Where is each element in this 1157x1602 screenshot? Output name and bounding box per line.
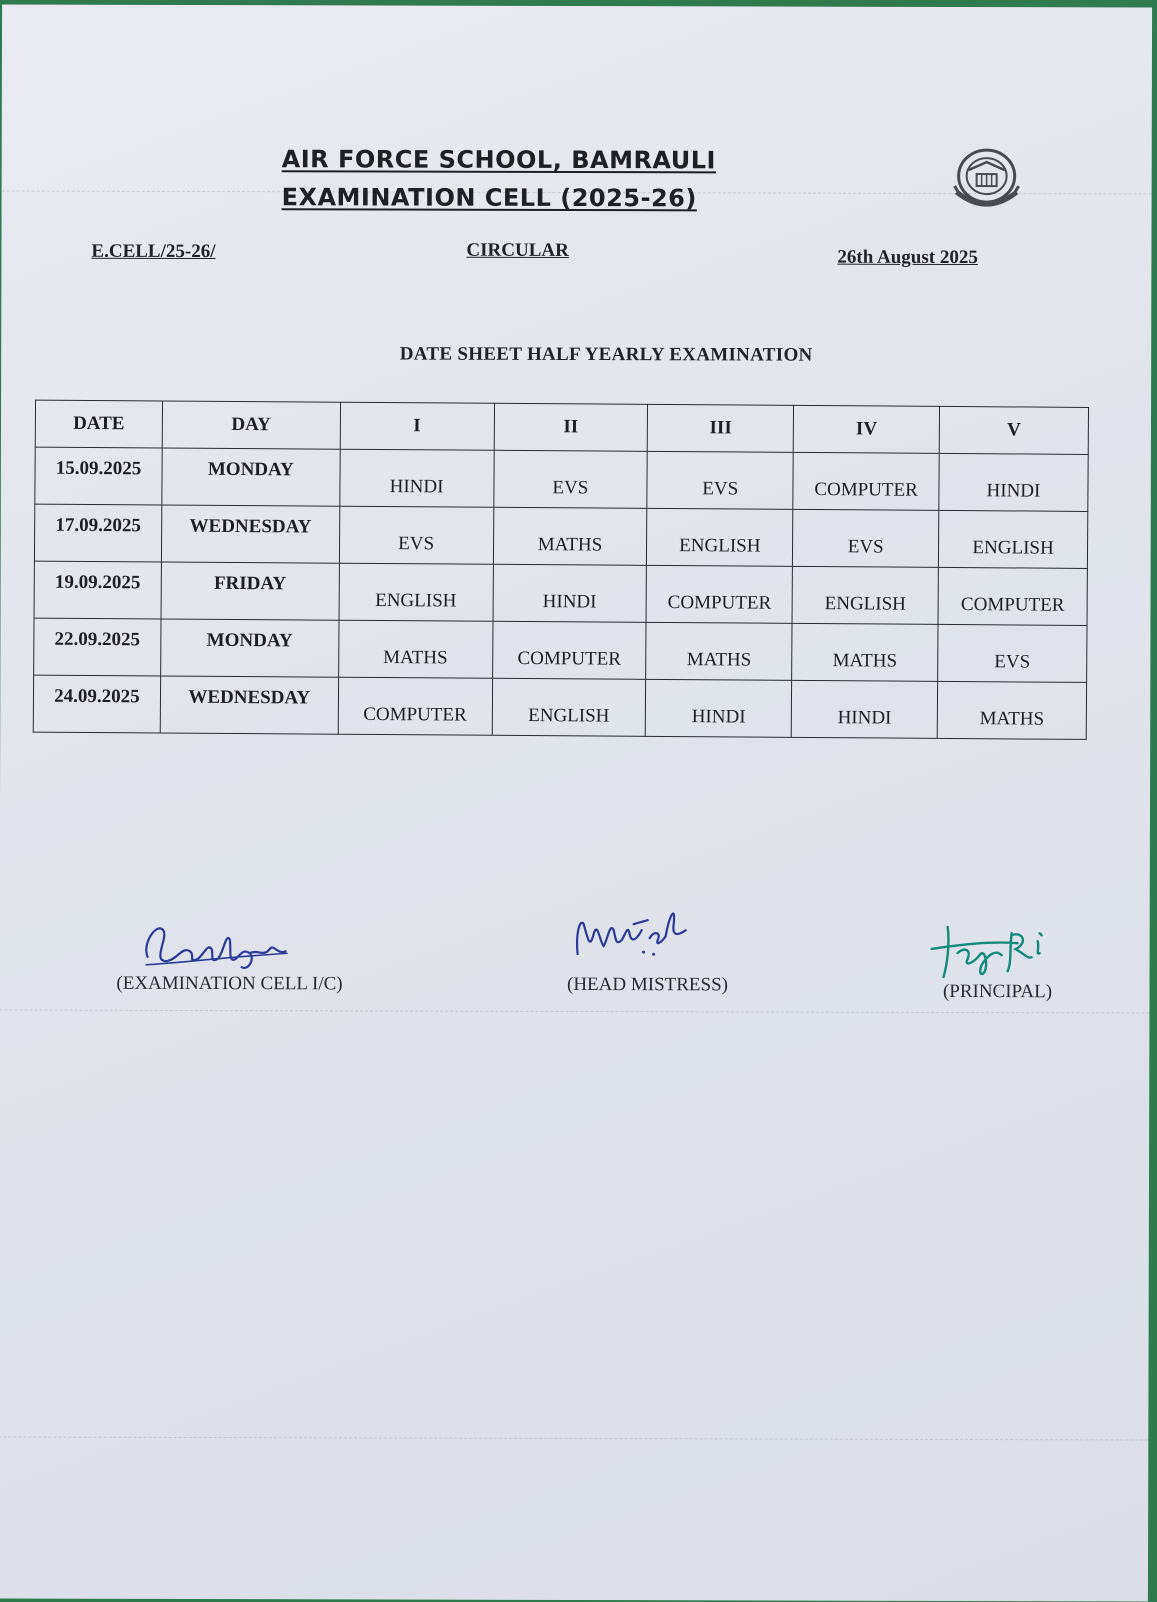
column-header: IV xyxy=(793,405,939,453)
day-cell: WEDNESDAY xyxy=(161,505,339,563)
reference-number: E.CELL/25-26/ xyxy=(91,241,215,263)
fold-line xyxy=(0,1436,1148,1441)
circular-label: CIRCULAR xyxy=(466,240,568,262)
subject-cell: HINDI xyxy=(493,564,647,622)
exam-cell-title: EXAMINATION CELL (2025-26) xyxy=(282,178,716,217)
school-name: AIR FORCE SCHOOL, BAMRAULI xyxy=(282,140,716,179)
school-heading xyxy=(282,140,717,217)
column-header: I xyxy=(340,402,494,450)
table-row xyxy=(34,504,1087,568)
signature-head-mistress xyxy=(558,894,698,974)
subject-cell: EVS xyxy=(647,451,793,509)
signature-principal xyxy=(928,919,1058,981)
subject-cell: COMPUTER xyxy=(646,565,792,623)
signature-label-exam-cell: (EXAMINATION CELL I/C) xyxy=(99,973,359,996)
day-cell: MONDAY xyxy=(161,619,339,677)
column-header: V xyxy=(939,406,1088,454)
date-cell: 22.09.2025 xyxy=(34,618,161,676)
column-header: DAY xyxy=(162,401,340,449)
document-page xyxy=(0,4,1152,1601)
subject-cell: EVS xyxy=(493,450,647,508)
day-cell: WEDNESDAY xyxy=(160,676,338,734)
subject-cell: MATHS xyxy=(937,681,1086,739)
day-cell: MONDAY xyxy=(162,448,340,506)
table-row xyxy=(33,675,1086,739)
column-header: DATE xyxy=(35,400,162,448)
date-cell: 24.09.2025 xyxy=(33,675,160,733)
date-cell: 17.09.2025 xyxy=(34,504,161,562)
subject-cell: ENGLISH xyxy=(792,566,938,624)
signature-block-exam-cell xyxy=(99,913,359,996)
date-sheet-title: DATE SHEET HALF YEARLY EXAMINATION xyxy=(1,342,1151,367)
school-crest-icon xyxy=(947,142,1027,222)
subject-cell: HINDI xyxy=(340,449,494,507)
subject-cell: MATHS xyxy=(338,620,492,678)
subject-cell: EVS xyxy=(793,509,939,567)
subject-cell: COMPUTER xyxy=(338,677,492,735)
subject-cell: ENGLISH xyxy=(647,508,793,566)
subject-cell: COMPUTER xyxy=(938,567,1087,625)
subject-cell: MATHS xyxy=(493,507,647,565)
signature-block-principal xyxy=(927,919,1067,1003)
date-cell: 15.09.2025 xyxy=(35,447,162,505)
subject-cell: HINDI xyxy=(939,453,1088,511)
table-header-row xyxy=(35,400,1088,454)
subject-cell: ENGLISH xyxy=(492,678,646,736)
date-cell: 19.09.2025 xyxy=(34,561,161,619)
subject-cell: HINDI xyxy=(791,680,937,738)
circular-date: 26th August 2025 xyxy=(837,247,977,269)
column-header: II xyxy=(494,403,648,451)
date-sheet-table xyxy=(33,400,1089,740)
subject-cell: MATHS xyxy=(792,623,938,681)
subject-cell: EVS xyxy=(938,624,1087,682)
subject-cell: COMPUTER xyxy=(793,452,939,510)
table-row xyxy=(34,561,1087,625)
day-cell: FRIDAY xyxy=(161,562,339,620)
signature-exam-cell xyxy=(138,913,298,973)
table-row xyxy=(35,447,1088,511)
subject-cell: MATHS xyxy=(646,622,792,680)
subject-cell: COMPUTER xyxy=(492,621,646,679)
subject-cell: EVS xyxy=(339,506,493,564)
signature-label-head-mistress: (HEAD MISTRESS) xyxy=(547,974,747,997)
table-row xyxy=(34,618,1087,682)
subject-cell: HINDI xyxy=(646,679,792,737)
signature-label-principal: (PRINCIPAL) xyxy=(927,981,1067,1003)
fold-line xyxy=(0,1009,1149,1014)
subject-cell: ENGLISH xyxy=(339,563,493,621)
column-header: III xyxy=(648,404,794,452)
signature-block-head-mistress xyxy=(547,894,747,997)
subject-cell: ENGLISH xyxy=(938,510,1087,568)
